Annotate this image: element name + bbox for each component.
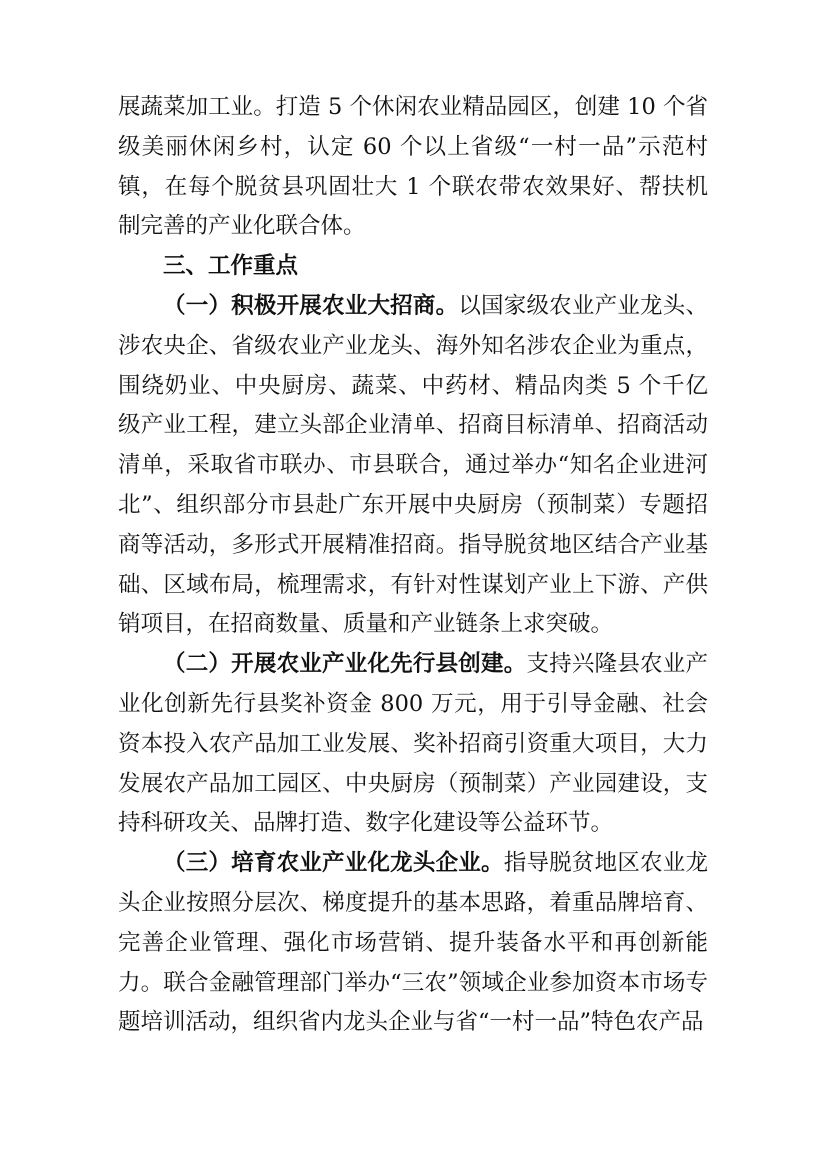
- paragraph-item-1-body: 以国家级农业产业龙头、涉农央企、省级农业产业龙头、海外知名涉农企业为重点，围绕奶业、中央厨房、蔬菜、中药材、精品肉类 5 个千亿级产业工程，建立头部企业清单、招商目标清单、招商活动清单，采取省市联办、市县联合，通过举办“知名企业进河北”、组织部分市县赴广东开展中央厨房（预制菜）专题招商等活动，多形式开展精准招商。指导脱贫地区结合产业基础、区域布局，梳理需求，有针对性谋划产业上下游、产供销项目，在招商数量、质量和产业链条上求突破。: [118, 292, 708, 638]
- paragraph-item-2-body: 支持兴隆县农业产业化创新先行县奖补资金 800 万元，用于引导金融、社会资本投入农产品加工业发展、奖补招商引资重大项目，大力发展农产品加工园区、中央厨房（预制菜）产业园建设，支持科研攻关、品牌打造、数字化建设等公益环节。: [118, 651, 708, 837]
- paragraph-item-1: [118, 287, 708, 645]
- continued-paragraph: 展蔬菜加工业。打造 5 个休闲农业精品园区，创建 10 个省级美丽休闲乡村，认定 60 个以上省级“一村一品”示范村镇，在每个脱贫县巩固壮大 1 个联农带农效果好、帮扶机制完善的产业化联合体。: [118, 94, 708, 240]
- paragraph-item-2: [118, 645, 708, 844]
- paragraph-item-3: [118, 844, 708, 1043]
- paragraph-item-3-body: 指导脱贫地区农业龙头企业按照分层次、梯度提升的基本思路，着重品牌培育、完善企业管理、强化市场营销、提升装备水平和再创新能力。联合金融管理部门举办“三农”领域企业参加资本市场专题培训活动，组织省内龙头企业与省“一村一品”特色农产品: [118, 850, 708, 1036]
- document-page: [118, 88, 708, 1043]
- section-heading: 三、工作重点: [163, 253, 299, 280]
- paragraph-item-3-lead: （三）培育农业产业化龙头企业。: [163, 850, 504, 877]
- paragraph-item-1-lead: （一）积极开展农业大招商。: [163, 292, 459, 319]
- paragraph-item-2-lead: （二）开展农业产业化先行县创建。: [163, 651, 527, 678]
